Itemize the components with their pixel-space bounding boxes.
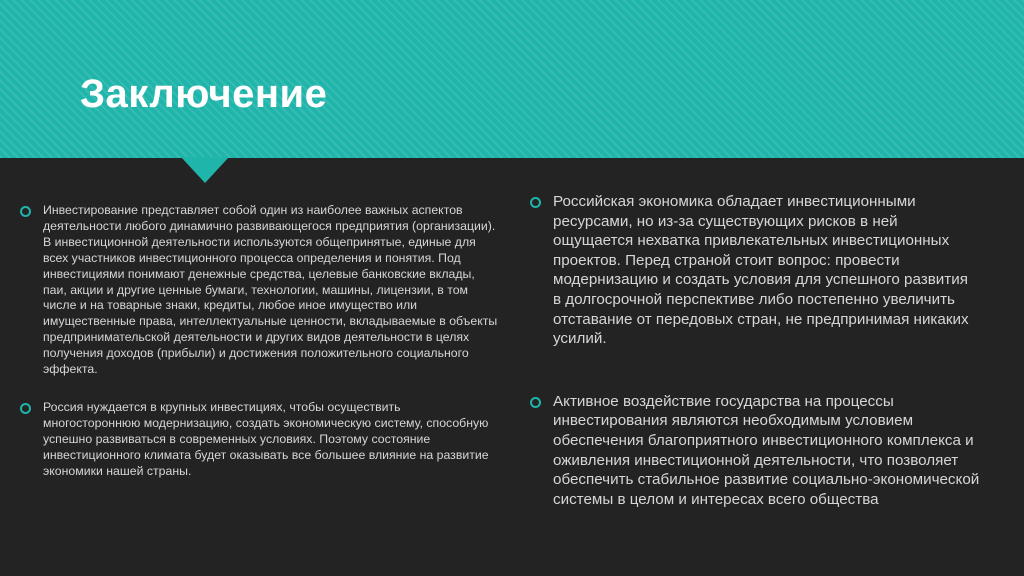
banner-notch [181,157,229,183]
right-column [530,192,980,509]
bullet-item [20,400,498,480]
bullet-text: Инвестирование представляет собой один из наиболее важных аспектов деятельности любого динамично развивающегося предприятия (организации). В инвестиционной деятельности используются общепринятые, единые для всех участников инвестиционного процесса определения и понятия. Под инвестициями понимают денежные средства, целевые банковские вклады, паи, акции и другие ценные бумаги, технологии, машины, лицензии, в том числе и на товарные знаки, кредиты, любое иное имущество или имущественные права, интеллектуальные ценности, вкладываемые в объекты предпринимательской деятельности и других видов деятельности в целях получения доходов (прибыли) и достижения положительного социального эффекта. [43,203,498,377]
bullet-text: Активное воздействие государства на процессы инвестирования являются необходимым условием обеспечения благоприятного инвестиционного комплекса и оживления инвестиционной деятельности, что позволяет обеспечить стабильное развитие социально-экономической системы в целом и интересах всего общества [553,392,980,508]
circle-bullet-icon [20,403,31,414]
bullet-item [20,203,498,378]
circle-bullet-icon [20,206,31,217]
bullet-item [530,392,980,510]
bullet-item [530,192,980,349]
bullet-text: Россия нуждается в крупных инвестициях, чтобы осуществить многостороннюю модернизацию, создать экономическую систему, способную успешно развиваться в современных условиях. Поэтому состояние инвестиционного климата будет оказывать все большее влияние на развитие экономики нашей страны. [43,399,489,478]
circle-bullet-icon [530,197,541,208]
circle-bullet-icon [530,397,541,408]
left-column [20,203,498,480]
slide-title: Заключение [80,72,328,116]
bullet-text: Российская экономика обладает инвестиционными ресурсами, но из-за существующих рисков в ней ощущается нехватка привлекательных инвестиционных проектов. Перед страной стоит вопрос: провести модернизацию и создать условия для успешного развития в долгосрочной перспективе либо постепенно увеличить отставание от передовых стран, не предпринимая никаких усилий. [553,193,969,348]
